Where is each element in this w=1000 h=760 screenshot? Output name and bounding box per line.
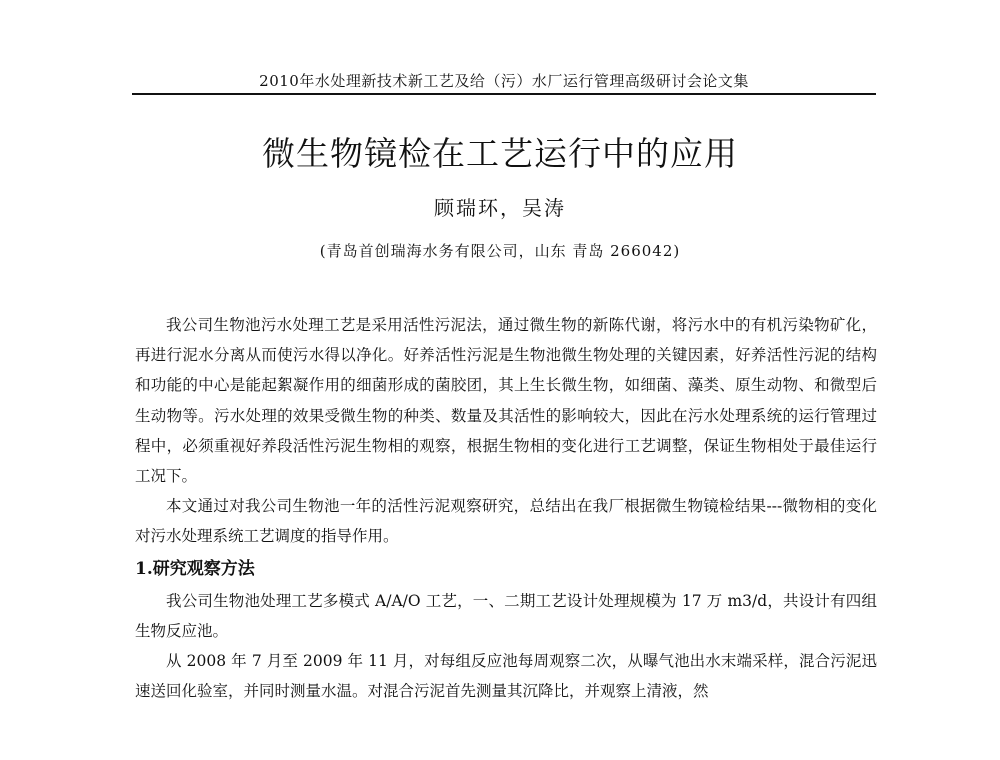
article-body — [135, 310, 877, 706]
article-affiliation: (青岛首创瑞海水务有限公司，山东 青岛 266042) — [319, 242, 681, 260]
body-paragraph-2: 本文通过对我公司生物池一年的活性污泥观察研究，总结出在我厂根据微生物镜检结果---微物相的变化对污水处理系统工艺调度的指导作用。 — [135, 497, 877, 546]
body-paragraph-4: 从 2008 年 7 月至 2009 年 11 月，对每组反应池每周观察二次，从曝气池出水末端采样，混合污泥迅速送回化验室，并同时测量水温。对混合污泥首先测量其沉降比，并观察上清液，然 — [135, 652, 877, 701]
header-rule — [132, 93, 876, 95]
body-paragraph-1: 我公司生物池污水处理工艺是采用活性污泥法，通过微生物的新陈代谢，将污水中的有机污染物矿化，再进行泥水分离从而使污水得以净化。好养活性污泥是生物池微生物处理的关键因素，好养活性污泥的结构和功能的中心是能起絮凝作用的细菌形成的菌胶团，其上生长微生物，如细菌、藻类、原生动物、和微型后生动物等。污水处理的效果受微生物的种类、数量及其活性的影响较大，因此在污水处理系统的运行管理过程中，必须重视好养段活性污泥生物相的观察，根据生物相的变化进行工艺调整，保证生物相处于最佳运行工况下。 — [135, 316, 877, 486]
running-header: 2010年水处理新技术新工艺及给（污）水厂运行管理高级研讨会论文集 — [259, 72, 749, 90]
article-authors: 顾瑞环，吴涛 — [434, 196, 566, 220]
body-paragraph-3: 我公司生物池处理工艺多模式 A/A/O 工艺，一、二期工艺设计处理规模为 17 万 m3/d，共设计有四组生物反应池。 — [135, 591, 877, 640]
article-title: 微生物镜检在工艺运行中的应用 — [262, 134, 738, 173]
section-heading-1: 1.研究观察方法 — [135, 558, 255, 579]
